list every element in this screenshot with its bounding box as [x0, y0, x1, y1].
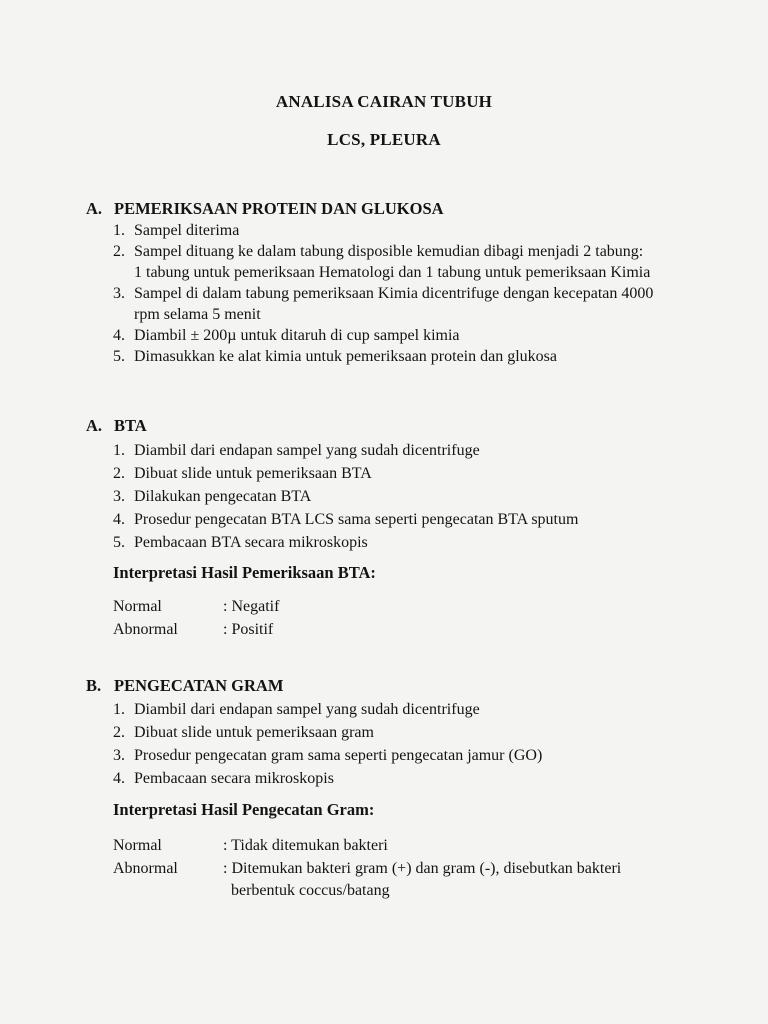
bta-normal-row [113, 596, 733, 618]
step-text: Diambil dari endapan sampel yang sudah dicentrifuge [134, 701, 480, 718]
section-pengecatan-gram [86, 675, 726, 790]
abnormal-value: : Ditemukan bakteri gram (+) dan gram (-), disebutkan bakteri [223, 860, 622, 877]
step-number: 5. [113, 348, 125, 365]
abnormal-value-continuation: berbentuk coccus/batang [231, 882, 390, 899]
list-item [86, 346, 726, 367]
step-number: 1. [113, 442, 125, 459]
normal-label: Normal [113, 598, 162, 615]
abnormal-label: Abnormal [113, 860, 178, 877]
section-bta [86, 415, 726, 554]
section-title: BTA [114, 416, 147, 435]
section-title: PENGECATAN GRAM [114, 676, 284, 695]
section-letter: B. [86, 676, 102, 695]
step-number: 5. [113, 534, 125, 551]
list-item [86, 767, 726, 790]
abnormal-label: Abnormal [113, 621, 178, 638]
step-number: 2. [113, 465, 125, 482]
step-text-continuation: rpm selama 5 menit [134, 306, 261, 323]
document-subtitle: LCS, PLEURA [327, 130, 441, 149]
step-number: 4. [113, 511, 125, 528]
step-number: 4. [113, 327, 125, 344]
list-item [86, 462, 726, 485]
step-list [86, 220, 726, 367]
step-text: Sampel diterima [134, 222, 240, 239]
step-number: 4. [113, 770, 125, 787]
section-heading [86, 415, 726, 437]
step-list [86, 698, 726, 790]
step-number: 3. [113, 747, 125, 764]
list-item [86, 721, 726, 744]
step-text: Dibuat slide untuk pemeriksaan gram [134, 724, 374, 741]
step-number: 2. [113, 724, 125, 741]
section-heading [86, 675, 726, 697]
list-item [86, 485, 726, 508]
gram-interpretation-title: Interpretasi Hasil Pengecatan Gram: [113, 800, 375, 819]
document-title: ANALISA CAIRAN TUBUH [275, 92, 493, 111]
step-text: Dilakukan pengecatan BTA [134, 488, 312, 505]
list-item [86, 744, 726, 767]
list-item [86, 508, 726, 531]
step-number: 3. [113, 488, 125, 505]
list-item [86, 283, 726, 325]
bta-abnormal-row [113, 619, 733, 641]
list-item [86, 531, 726, 554]
bta-interpretation-title: Interpretasi Hasil Pemeriksaan BTA: [113, 563, 376, 582]
step-number: 3. [113, 285, 125, 302]
section-protein-glukosa [86, 198, 726, 367]
step-text: Pembacaan secara mikroskopis [134, 770, 334, 787]
step-number: 2. [113, 243, 125, 260]
step-text: Prosedur pengecatan BTA LCS sama seperti pengecatan BTA sputum [134, 511, 579, 528]
step-text: Diambil ± 200µ untuk ditaruh di cup sampel kimia [134, 327, 460, 344]
step-number: 1. [113, 222, 125, 239]
normal-value: : Tidak ditemukan bakteri [223, 837, 388, 854]
step-text: Diambil dari endapan sampel yang sudah dicentrifuge [134, 442, 480, 459]
section-letter: A. [86, 416, 103, 435]
list-item [86, 241, 726, 283]
step-text: Pembacaan BTA secara mikroskopis [134, 534, 368, 551]
step-text-continuation: 1 tabung untuk pemeriksaan Hematologi dan 1 tabung untuk pemeriksaan Kimia [134, 264, 651, 281]
normal-value: : Negatif [223, 598, 280, 615]
normal-label: Normal [113, 837, 162, 854]
list-item [86, 325, 726, 346]
list-item [86, 220, 726, 241]
abnormal-value: : Positif [223, 621, 274, 638]
step-text: Dimasukkan ke alat kimia untuk pemeriksaan protein dan glukosa [134, 348, 557, 365]
gram-abnormal-row [113, 858, 733, 902]
section-title: PEMERIKSAAN PROTEIN DAN GLUKOSA [114, 199, 444, 218]
list-item [86, 439, 726, 462]
step-text: Prosedur pengecatan gram sama seperti pengecatan jamur (GO) [134, 747, 543, 764]
gram-normal-row [113, 835, 733, 857]
step-number: 1. [113, 701, 125, 718]
step-text: Sampel dituang ke dalam tabung disposible kemudian dibagi menjadi 2 tabung: [134, 243, 644, 260]
step-text: Dibuat slide untuk pemeriksaan BTA [134, 465, 372, 482]
step-text: Sampel di dalam tabung pemeriksaan Kimia dicentrifuge dengan kecepatan 4000 [134, 285, 654, 302]
section-heading [86, 198, 726, 220]
section-letter: A. [86, 199, 103, 218]
step-list [86, 439, 726, 554]
list-item [86, 698, 726, 721]
